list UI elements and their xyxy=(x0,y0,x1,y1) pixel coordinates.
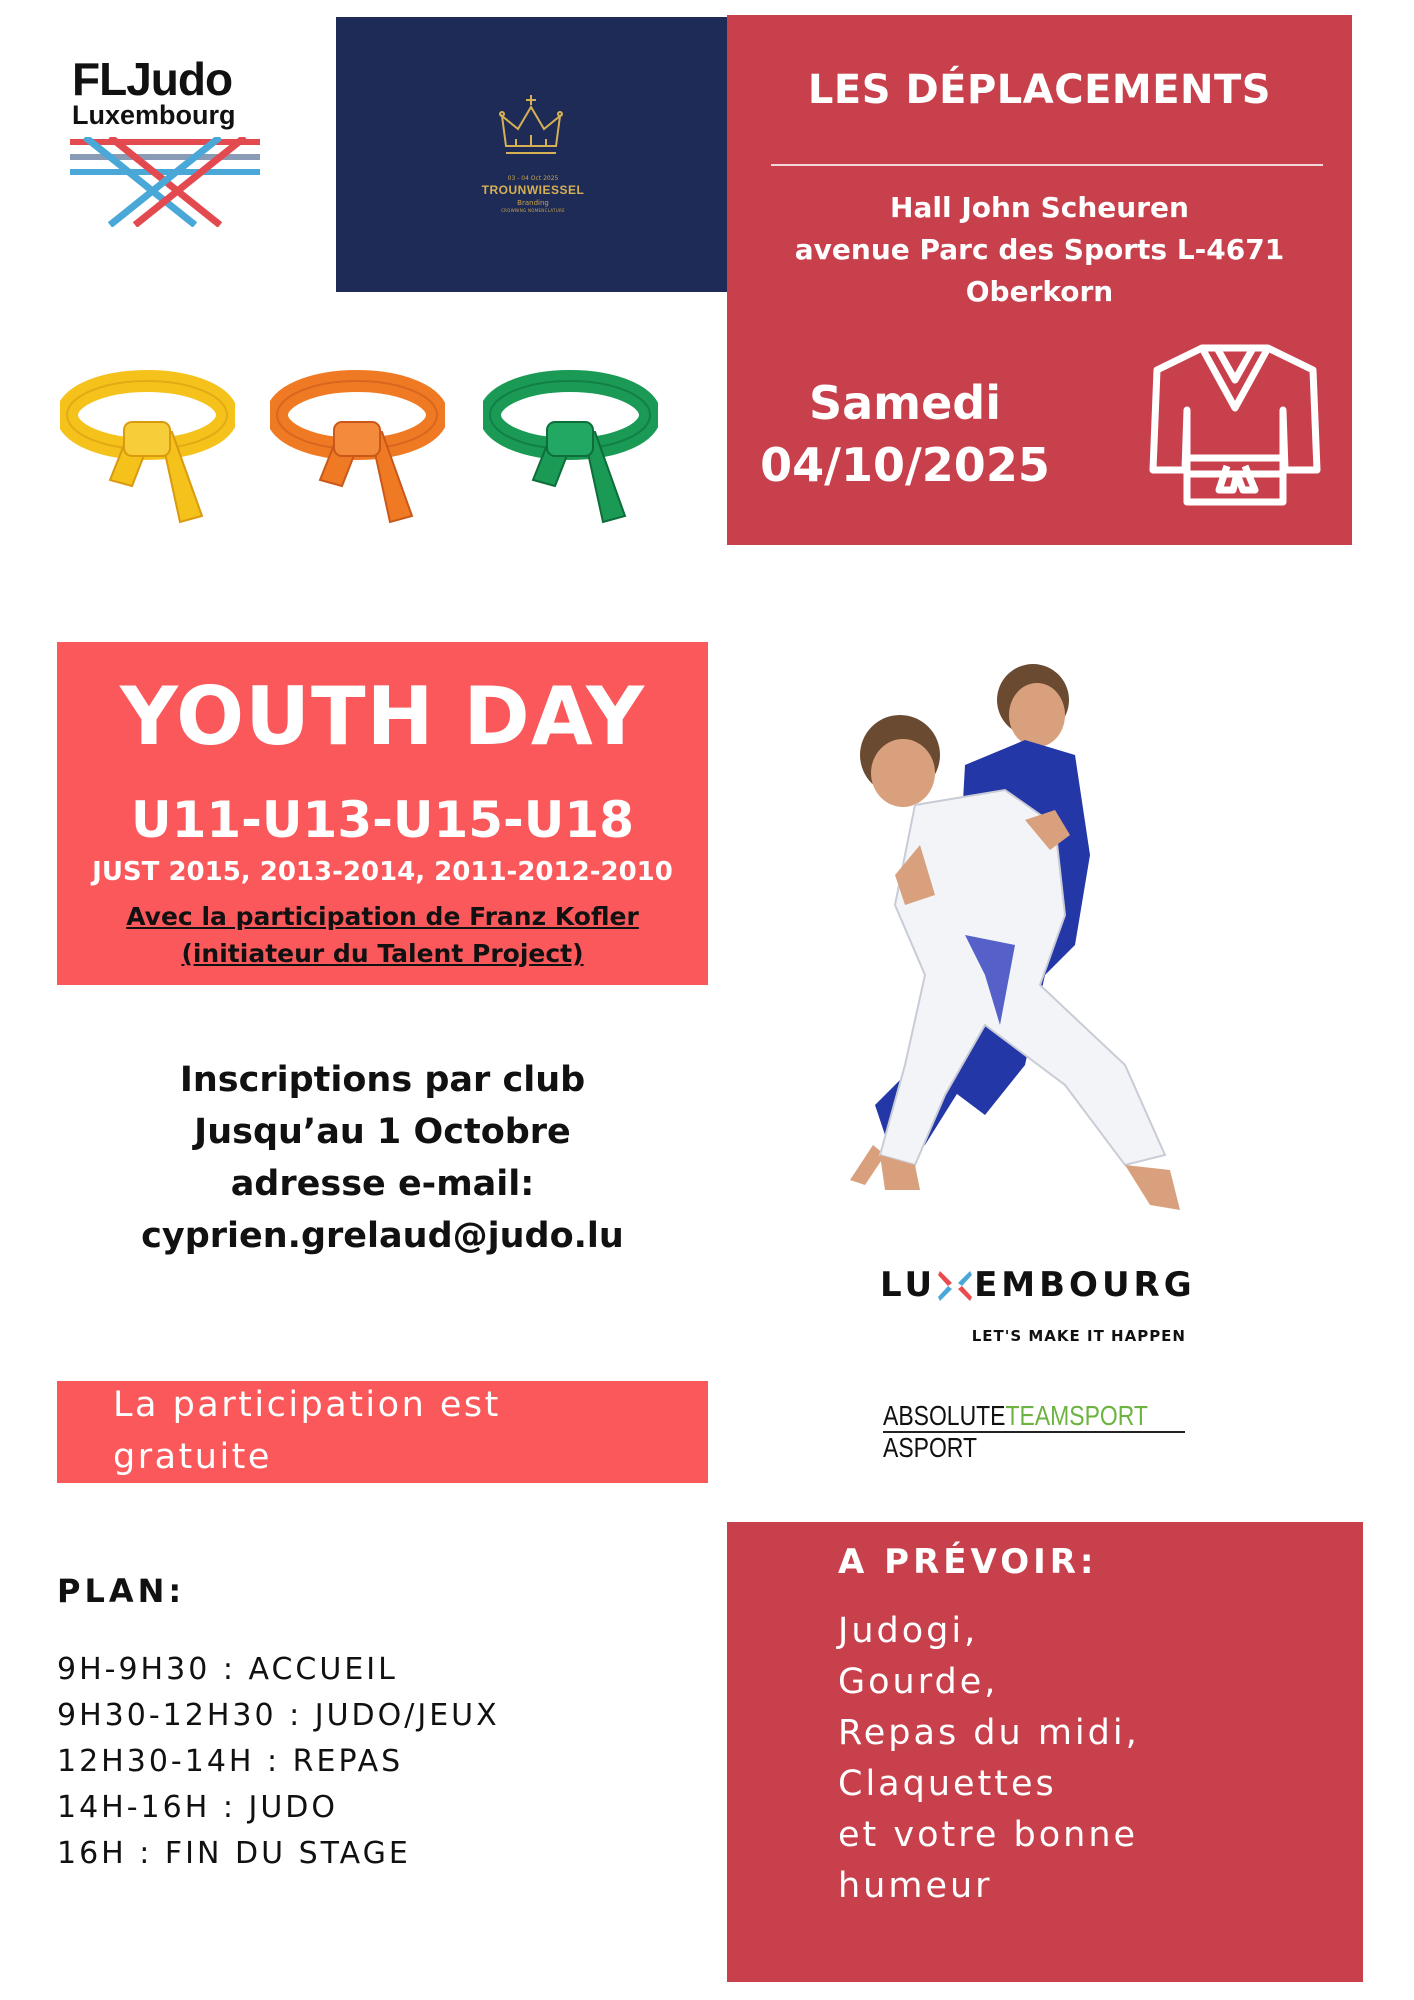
registration-line: adresse e-mail: xyxy=(230,1164,535,1204)
plan-item: 16H : FIN DU STAGE xyxy=(57,1836,411,1871)
participation-line: (initiateur du Talent Project) xyxy=(181,939,584,968)
venue-divider xyxy=(771,164,1323,166)
green-belt-icon xyxy=(483,370,658,545)
sponsor-asport: ASPORT xyxy=(883,1432,977,1463)
flag-cross-icon xyxy=(70,137,260,227)
plan-list xyxy=(57,1647,500,1877)
bring-item: humeur xyxy=(838,1866,993,1906)
lux-x-icon xyxy=(936,1269,974,1303)
fljudo-logo xyxy=(70,55,270,235)
trounwiessel-subtitle: Branding xyxy=(517,199,549,207)
plan-title: PLAN: xyxy=(57,1572,186,1610)
lux-word-right: EMBOURG xyxy=(974,1265,1196,1305)
sponsor-line-1 xyxy=(883,1401,1148,1431)
free-participation-text xyxy=(113,1379,501,1483)
registration-email: cyprien.grelaud@judo.lu xyxy=(141,1216,624,1256)
luxembourg-tagline: LET'S MAKE IT HAPPEN xyxy=(971,1327,1186,1345)
luxembourg-brand-logo xyxy=(880,1265,1200,1350)
event-date-block xyxy=(760,372,1050,496)
plan-item: 9H30-12H30 : JUDO/JEUX xyxy=(57,1698,500,1733)
address-line: Oberkorn xyxy=(965,275,1114,308)
venue-panel xyxy=(727,15,1352,545)
registration-info xyxy=(57,1054,708,1262)
event-day: Samedi xyxy=(809,376,1001,430)
event-years: JUST 2015, 2013-2014, 2011-2012-2010 xyxy=(92,857,673,887)
bring-list xyxy=(838,1606,1140,1912)
absolute-teamsport-logo xyxy=(883,1401,1203,1461)
trounwiessel-name: TROUNWIESSEL xyxy=(481,183,585,197)
luxembourg-wordmark xyxy=(880,1265,1196,1305)
judogi-icon xyxy=(1147,340,1323,512)
bring-title: A PRÉVOIR: xyxy=(838,1542,1098,1582)
event-date: 04/10/2025 xyxy=(760,438,1050,492)
logo-country: Luxembourg xyxy=(72,100,236,130)
address-line: Hall John Scheuren xyxy=(890,191,1189,224)
bring-item: Judogi, xyxy=(838,1611,979,1651)
plan-item: 14H-16H : JUDO xyxy=(57,1790,338,1825)
plan-item: 12H30-14H : REPAS xyxy=(57,1744,404,1779)
logo-name: FLJudo xyxy=(72,53,233,105)
trounwiessel-date: 03 - 04 Oct 2025 xyxy=(507,175,559,182)
sponsor-absolute: ABSOLUTE xyxy=(883,1400,1006,1431)
crown-icon xyxy=(496,91,566,161)
trounwiessel-banner xyxy=(336,17,730,292)
free-line: gratuite xyxy=(113,1437,272,1477)
participation-line: Avec la participation de Franz Kofler xyxy=(126,902,639,931)
event-title: YOUTH DAY xyxy=(119,670,645,763)
free-participation-box xyxy=(57,1381,708,1483)
bring-item: Gourde, xyxy=(838,1662,999,1702)
event-box xyxy=(57,642,708,985)
yellow-belt-icon xyxy=(60,370,235,545)
judokas-photo xyxy=(825,645,1245,1225)
bring-item: et votre bonne xyxy=(838,1815,1139,1855)
lux-word-left: LU xyxy=(880,1265,937,1305)
registration-line: Inscriptions par club xyxy=(179,1060,586,1100)
bring-item: Repas du midi, xyxy=(838,1713,1140,1753)
trounwiessel-tagline: CROWNING NOMENCLATURE xyxy=(501,208,565,213)
event-participation xyxy=(57,898,708,972)
sponsor-teamsport: TEAMSPORT xyxy=(1005,1400,1148,1431)
plan-item: 9H-9H30 : ACCUEIL xyxy=(57,1652,398,1687)
venue-address xyxy=(727,187,1352,313)
free-line: La participation est xyxy=(113,1385,501,1425)
orange-belt-icon xyxy=(270,370,445,545)
registration-line: Jusqu’au 1 Octobre xyxy=(194,1112,571,1152)
event-categories: U11-U13-U15-U18 xyxy=(131,791,634,849)
venue-title: LES DÉPLACEMENTS xyxy=(807,67,1272,113)
bring-item: Claquettes xyxy=(838,1764,1057,1804)
address-line: avenue Parc des Sports L-4671 xyxy=(794,233,1285,266)
bring-panel xyxy=(727,1522,1363,1982)
